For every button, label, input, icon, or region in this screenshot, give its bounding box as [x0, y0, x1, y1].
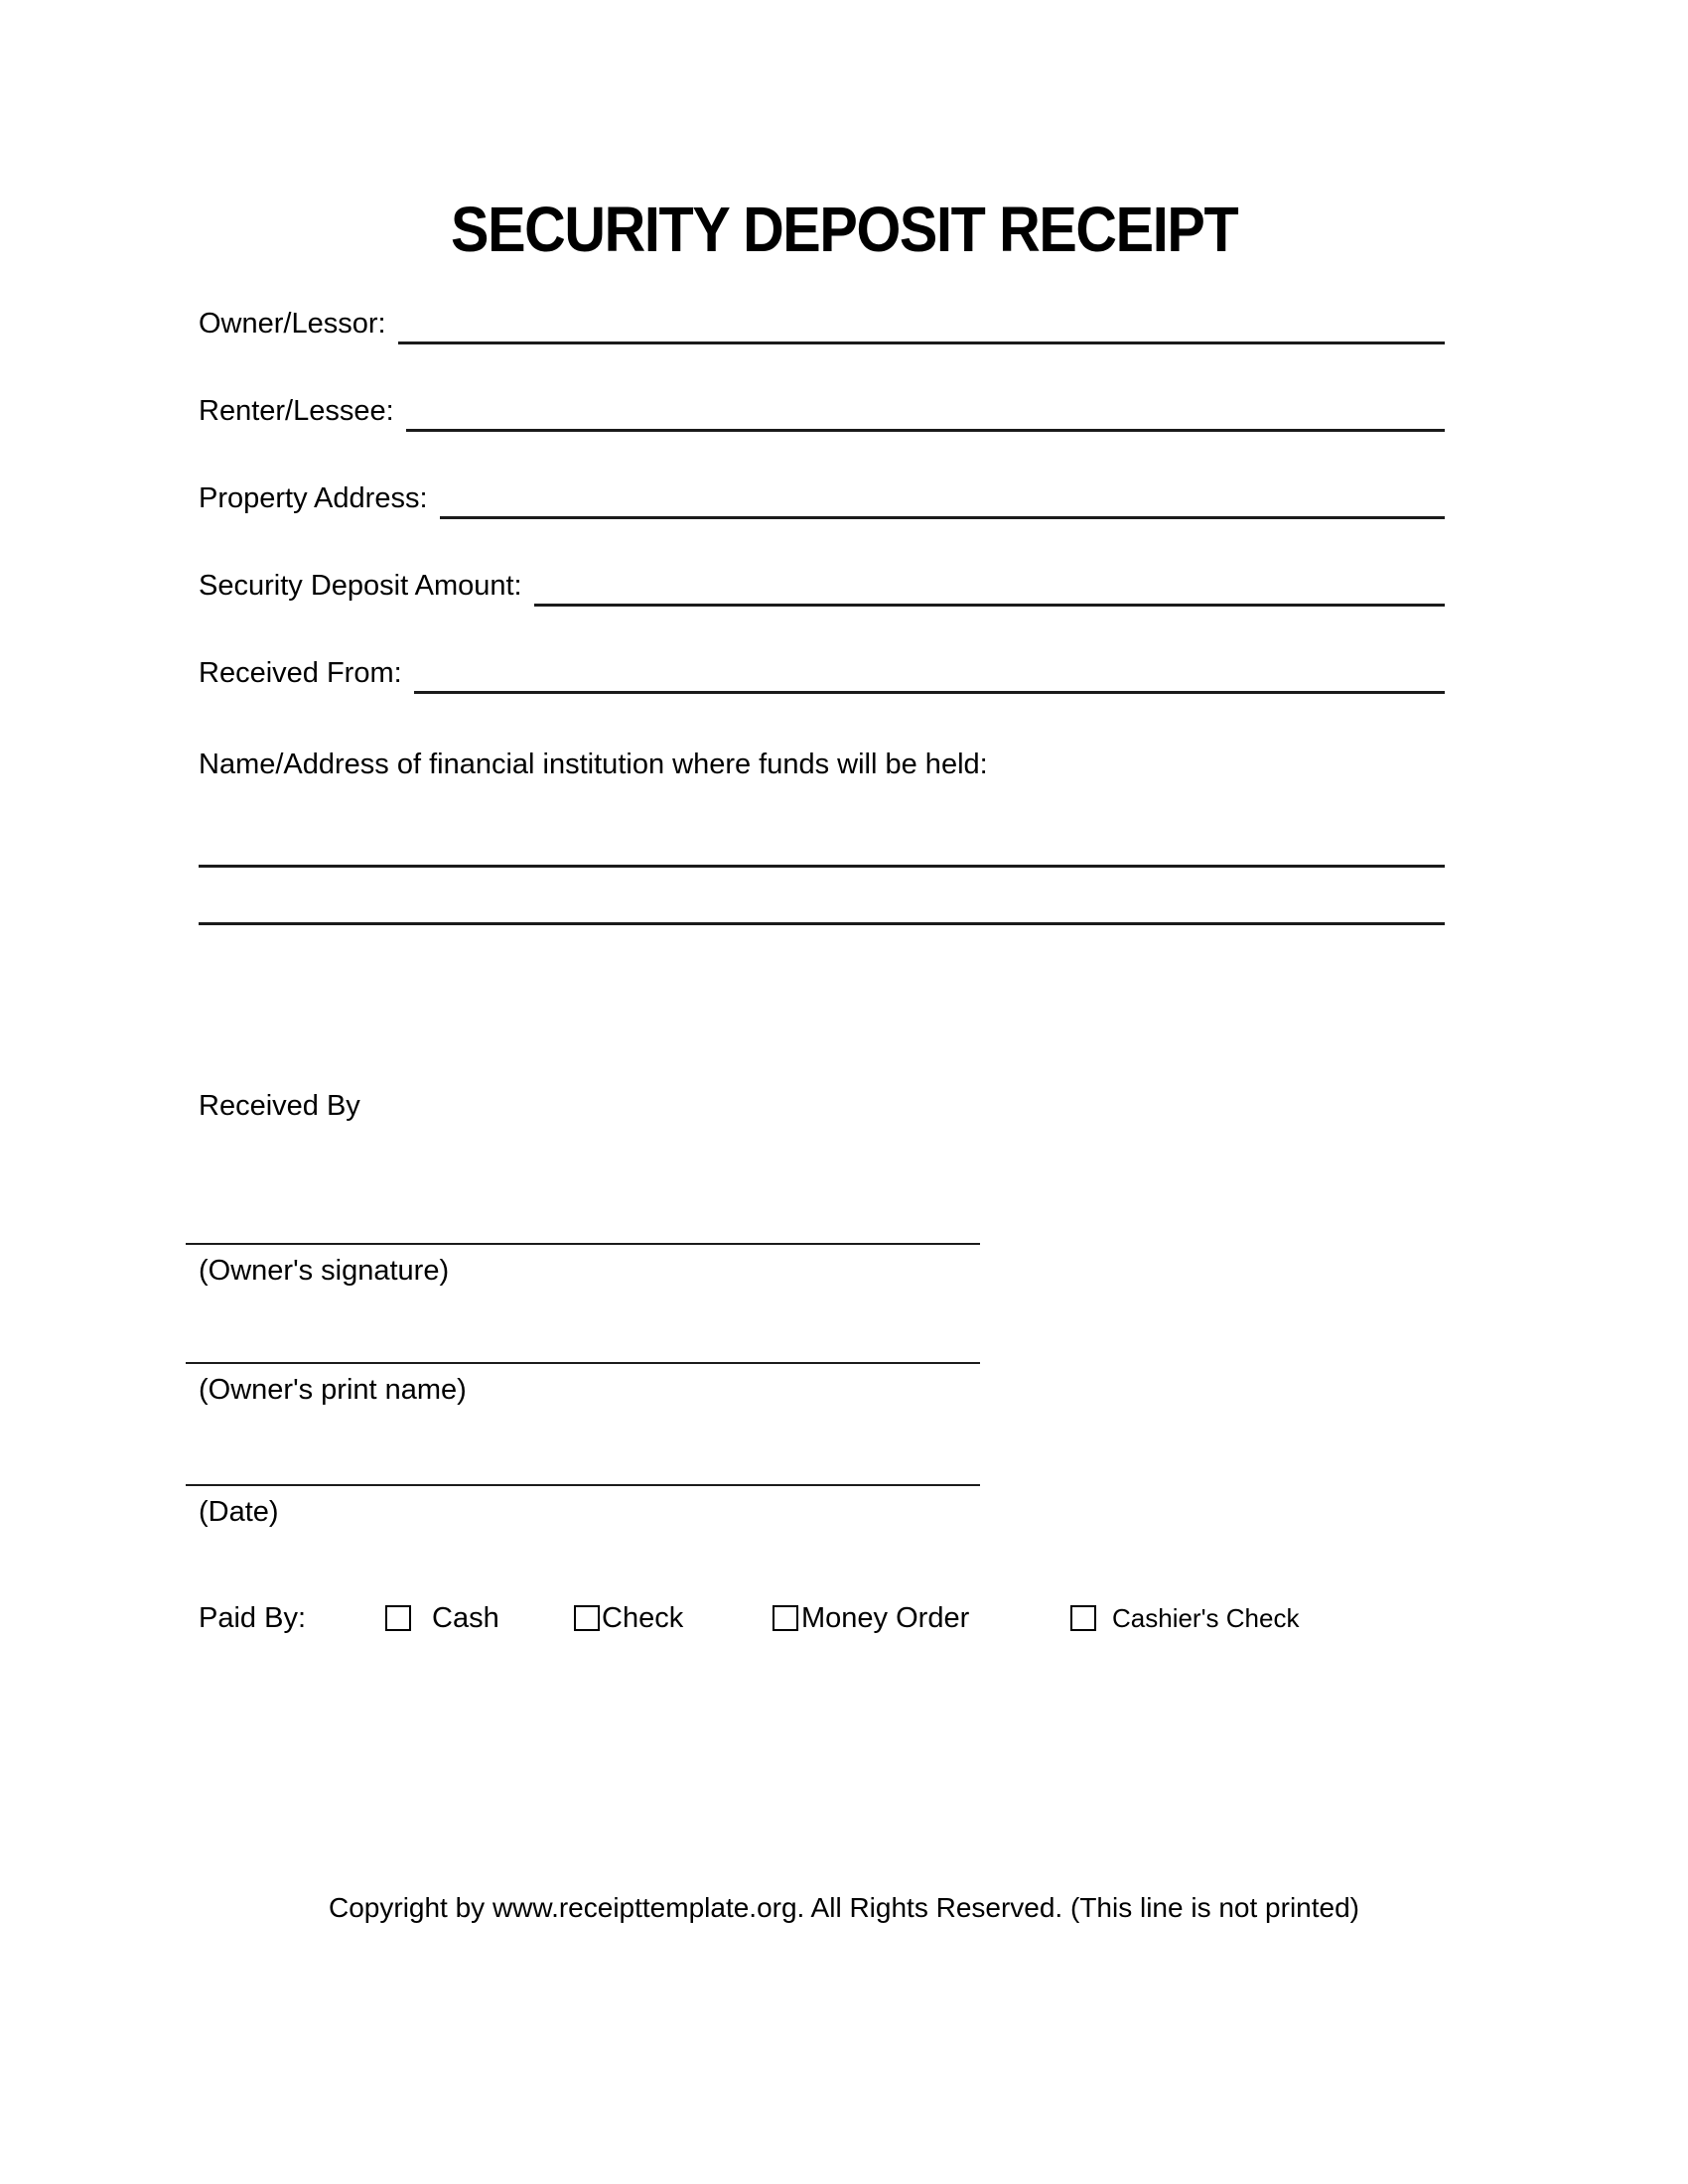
renter-lessee-blank-line[interactable]	[406, 417, 1445, 432]
owner-lessor-label: Owner/Lessor:	[199, 308, 386, 340]
security-deposit-amount-blank-line[interactable]	[534, 592, 1445, 607]
institution-label: Name/Address of financial institution where funds will be held:	[199, 749, 988, 780]
money-order-option-label: Money Order	[801, 1602, 970, 1634]
cashiers-check-option-label: Cashier's Check	[1112, 1603, 1300, 1633]
owner-signature-caption: (Owner's signature)	[199, 1255, 450, 1287]
owner-signature-line[interactable]	[186, 1243, 980, 1245]
check-option-label: Check	[602, 1602, 684, 1634]
institution-blank-line-2[interactable]	[199, 922, 1445, 925]
received-from-label: Received From:	[199, 657, 402, 689]
cash-option-label: Cash	[432, 1602, 499, 1634]
page-title-text: SECURITY DEPOSIT RECEIPT	[450, 194, 1238, 265]
received-from-blank-line[interactable]	[414, 679, 1445, 694]
received-by-label: Received By	[199, 1090, 360, 1122]
owner-print-name-caption: (Owner's print name)	[199, 1374, 467, 1406]
property-address-label: Property Address:	[199, 482, 428, 514]
owner-print-name-line[interactable]	[186, 1362, 980, 1364]
date-caption: (Date)	[199, 1496, 279, 1528]
paid-by-label: Paid By:	[199, 1602, 306, 1634]
owner-lessor-blank-line[interactable]	[398, 330, 1445, 344]
check-checkbox[interactable]	[574, 1605, 600, 1631]
field-row-renter-lessee	[199, 390, 1445, 432]
cashiers-check-checkbox[interactable]	[1070, 1605, 1096, 1631]
field-row-property-address	[199, 478, 1445, 519]
property-address-blank-line[interactable]	[440, 504, 1446, 519]
field-row-owner-lessor	[199, 303, 1445, 344]
copyright-footer: Copyright by www.receipttemplate.org. All Rights Reserved. (This line is not printed)	[329, 1892, 1359, 1923]
institution-blank-line-1[interactable]	[199, 865, 1445, 868]
field-row-security-deposit-amount	[199, 565, 1445, 607]
date-line[interactable]	[186, 1484, 980, 1486]
renter-lessee-label: Renter/Lessee:	[199, 395, 394, 427]
money-order-checkbox[interactable]	[773, 1605, 798, 1631]
paid-by-row	[199, 1596, 1489, 1640]
page-title	[0, 195, 1688, 264]
cash-checkbox[interactable]	[385, 1605, 411, 1631]
field-row-received-from	[199, 652, 1445, 694]
security-deposit-amount-label: Security Deposit Amount:	[199, 570, 522, 602]
